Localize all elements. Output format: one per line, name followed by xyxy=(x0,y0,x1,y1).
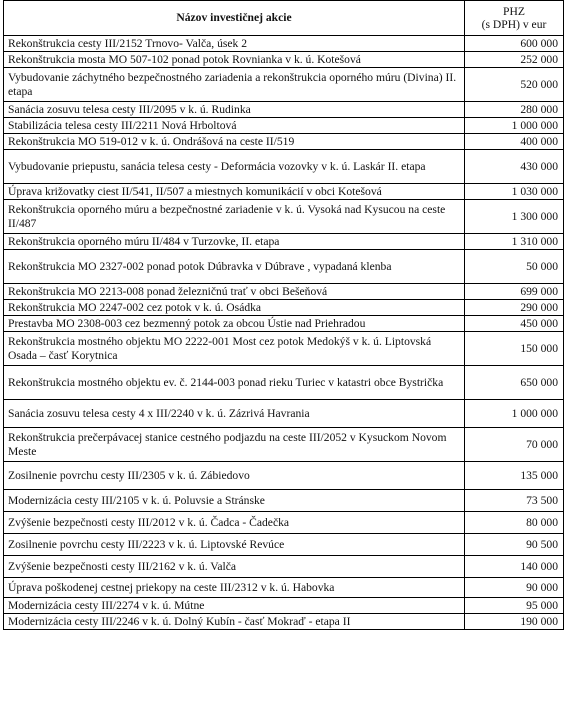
cell-action-name: Modernizácia cesty III/2246 v k. ú. Dolný Kubín - časť Mokraď - etapa II xyxy=(4,614,465,630)
cell-value: 650 000 xyxy=(465,366,564,400)
table-row xyxy=(4,150,564,184)
cell-value: 430 000 xyxy=(465,150,564,184)
table-row xyxy=(4,598,564,614)
table-row xyxy=(4,134,564,150)
cell-value: 95 000 xyxy=(465,598,564,614)
cell-action-name: Modernizácia cesty III/2105 v k. ú. Poluvsie a Stránske xyxy=(4,490,465,512)
table-row xyxy=(4,462,564,490)
cell-value: 600 000 xyxy=(465,36,564,52)
cell-value: 90 000 xyxy=(465,578,564,598)
cell-value: 70 000 xyxy=(465,428,564,462)
table-row xyxy=(4,284,564,300)
column-header-value-line1: PHZ xyxy=(503,5,525,18)
cell-action-name: Vybudovanie záchytného bezpečnostného zariadenia a rekonštrukcia oporného múru (Divina) II. etapa xyxy=(4,68,465,102)
table-header-row xyxy=(4,1,564,36)
cell-value: 1 030 000 xyxy=(465,184,564,200)
cell-action-name: Vybudovanie priepustu, sanácia telesa cesty - Deformácia vozovky v k. ú. Laskár II. etapa xyxy=(4,150,465,184)
table-row xyxy=(4,512,564,534)
cell-action-name: Úprava križovatky ciest II/541, II/507 a miestnych komunikácií v obci Kotešová xyxy=(4,184,465,200)
cell-action-name: Rekonštrukcia oporného múru a bezpečnostné zariadenie v k. ú. Vysoká nad Kysucou na ceste II/487 xyxy=(4,200,465,234)
cell-value: 1 000 000 xyxy=(465,400,564,428)
table-row xyxy=(4,52,564,68)
cell-action-name: Rekonštrukcia prečerpávacej stanice cestného podjazdu na ceste III/2052 v Kysuckom Novom Meste xyxy=(4,428,465,462)
cell-action-name: Rekonštrukcia MO 519-012 v k. ú. Ondrášová na ceste II/519 xyxy=(4,134,465,150)
cell-value: 450 000 xyxy=(465,316,564,332)
table-row xyxy=(4,534,564,556)
cell-action-name: Rekonštrukcia mosta MO 507-102 ponad potok Rovnianka v k. ú. Kotešová xyxy=(4,52,465,68)
cell-action-name: Rekonštrukcia MO 2327-002 ponad potok Dúbravka v Dúbrave , vypadaná klenba xyxy=(4,250,465,284)
cell-action-name: Sanácia zosuvu telesa cesty 4 x III/2240 v k. ú. Zázrivá Havrania xyxy=(4,400,465,428)
cell-value: 1 300 000 xyxy=(465,200,564,234)
cell-value: 280 000 xyxy=(465,102,564,118)
table-row xyxy=(4,578,564,598)
cell-action-name: Prestavba MO 2308-003 cez bezmenný potok za obcou Ústie nad Priehradou xyxy=(4,316,465,332)
table-row xyxy=(4,428,564,462)
cell-action-name: Modernizácia cesty III/2274 v k. ú. Mútne xyxy=(4,598,465,614)
cell-action-name: Zosilnenie povrchu cesty III/2305 v k. ú. Zábiedovo xyxy=(4,462,465,490)
cell-value: 50 000 xyxy=(465,250,564,284)
cell-value: 80 000 xyxy=(465,512,564,534)
table-row xyxy=(4,200,564,234)
column-header-value-line2: (s DPH) v eur xyxy=(481,18,547,31)
cell-action-name: Zvýšenie bezpečnosti cesty III/2012 v k. ú. Čadca - Čadečka xyxy=(4,512,465,534)
column-header-name: Názov investičnej akcie xyxy=(4,1,465,36)
cell-value: 150 000 xyxy=(465,332,564,366)
table-row xyxy=(4,332,564,366)
cell-action-name: Rekonštrukcia mostného objektu MO 2222-001 Most cez potok Medokýš v k. ú. Liptovská Osada – časť Korytnica xyxy=(4,332,465,366)
cell-value: 699 000 xyxy=(465,284,564,300)
table-body xyxy=(4,36,564,630)
cell-value: 140 000 xyxy=(465,556,564,578)
cell-action-name: Stabilizácia telesa cesty III/2211 Nová Hrboltová xyxy=(4,118,465,134)
cell-action-name: Rekonštrukcia mostného objektu ev. č. 2144-003 ponad rieku Turiec v katastri obce Bystrička xyxy=(4,366,465,400)
cell-action-name: Rekonštrukcia cesty III/2152 Trnovo- Valča, úsek 2 xyxy=(4,36,465,52)
cell-value: 520 000 xyxy=(465,68,564,102)
table-row xyxy=(4,102,564,118)
cell-value: 190 000 xyxy=(465,614,564,630)
table-row xyxy=(4,68,564,102)
cell-value: 135 000 xyxy=(465,462,564,490)
cell-action-name: Zosilnenie povrchu cesty III/2223 v k. ú. Liptovské Revúce xyxy=(4,534,465,556)
cell-value: 290 000 xyxy=(465,300,564,316)
cell-value: 90 500 xyxy=(465,534,564,556)
cell-action-name: Rekonštrukcia MO 2247-002 cez potok v k. ú. Osádka xyxy=(4,300,465,316)
cell-action-name: Zvýšenie bezpečnosti cesty III/2162 v k. ú. Valča xyxy=(4,556,465,578)
table-row xyxy=(4,300,564,316)
table-row xyxy=(4,400,564,428)
cell-value: 73 500 xyxy=(465,490,564,512)
table-row xyxy=(4,250,564,284)
cell-action-name: Úprava poškodenej cestnej priekopy na ceste III/2312 v k. ú. Habovka xyxy=(4,578,465,598)
table-row xyxy=(4,184,564,200)
column-header-value xyxy=(465,1,564,36)
table-row xyxy=(4,316,564,332)
investment-table xyxy=(3,0,564,630)
cell-value: 252 000 xyxy=(465,52,564,68)
cell-action-name: Rekonštrukcia MO 2213-008 ponad železničnú trať v obci Bešeňová xyxy=(4,284,465,300)
table-row xyxy=(4,366,564,400)
cell-action-name: Rekonštrukcia oporného múru II/484 v Turzovke, II. etapa xyxy=(4,234,465,250)
table-row xyxy=(4,36,564,52)
table-row xyxy=(4,118,564,134)
cell-value: 1 000 000 xyxy=(465,118,564,134)
table-row xyxy=(4,490,564,512)
cell-action-name: Sanácia zosuvu telesa cesty III/2095 v k. ú. Rudinka xyxy=(4,102,465,118)
table-row xyxy=(4,614,564,630)
table-row xyxy=(4,234,564,250)
cell-value: 400 000 xyxy=(465,134,564,150)
table-row xyxy=(4,556,564,578)
cell-value: 1 310 000 xyxy=(465,234,564,250)
